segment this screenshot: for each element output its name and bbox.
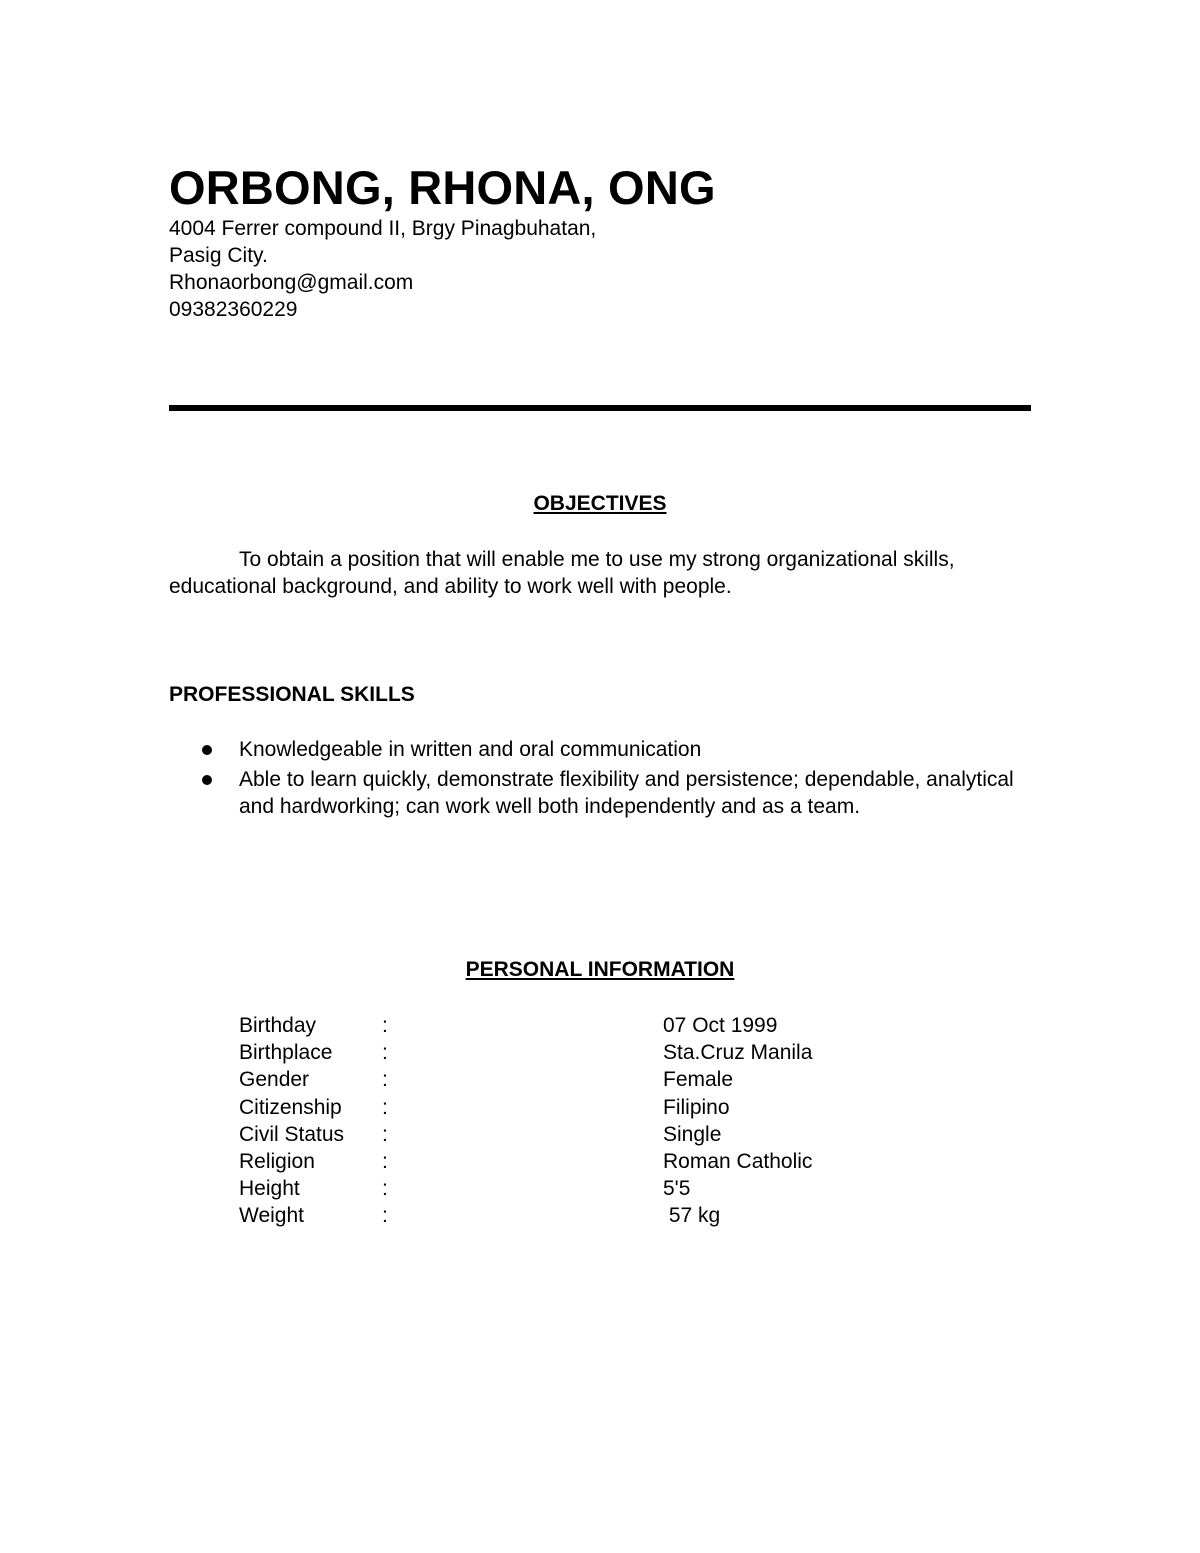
table-row	[239, 1148, 939, 1175]
info-label: Birthday	[239, 1014, 317, 1037]
info-value: 5'5	[663, 1177, 691, 1201]
info-label: Civil Status	[239, 1122, 345, 1146]
address-line-2: Pasig City.	[169, 244, 268, 267]
table-row	[239, 1012, 939, 1039]
table-row	[239, 1175, 939, 1202]
info-colon: :	[382, 1149, 388, 1173]
info-label: Weight	[239, 1204, 304, 1228]
info-label: Citizenship	[239, 1095, 342, 1119]
list-item	[239, 736, 1019, 763]
personal-info-heading: PERSONAL INFORMATION	[465, 958, 735, 981]
email-address: Rhonaorbong@gmail.com	[169, 271, 414, 294]
table-row	[239, 1094, 939, 1121]
personal-info-table	[239, 1012, 939, 1230]
applicant-name: ORBONG, RHONA, ONG	[169, 161, 716, 214]
bullet-icon	[202, 745, 212, 755]
skill-text: Able to learn quickly, demonstrate flexibility and persistence; dependable, analytical and hardworking; can work well both independently and as a team.	[239, 768, 1014, 818]
info-label: Height	[239, 1177, 300, 1201]
info-value: Female	[663, 1068, 734, 1092]
info-value: Sta.Cruz Manila	[663, 1041, 813, 1065]
table-row	[239, 1121, 939, 1148]
info-colon: :	[382, 1177, 388, 1201]
info-label: Gender	[239, 1068, 310, 1092]
objectives-heading: OBJECTIVES	[533, 492, 667, 515]
info-value: Filipino	[663, 1095, 730, 1119]
skills-list	[239, 736, 1019, 823]
info-colon: :	[382, 1014, 388, 1037]
contact-block	[169, 215, 596, 323]
table-row	[239, 1039, 939, 1066]
info-colon: :	[382, 1122, 388, 1146]
header-divider	[169, 405, 1031, 411]
objective-text: To obtain a position that will enable me to use my strong organizational skills, educational background, and ability to work well with people.	[169, 548, 955, 598]
list-item	[239, 766, 1019, 820]
info-value: Roman Catholic	[663, 1149, 813, 1173]
address-line-1: 4004 Ferrer compound II, Brgy Pinagbuhatan,	[169, 217, 597, 240]
info-label: Religion	[239, 1149, 315, 1173]
info-label: Birthplace	[239, 1041, 333, 1065]
info-value: 07 Oct 1999	[663, 1014, 778, 1037]
info-value: Single	[663, 1122, 722, 1146]
skills-heading: PROFESSIONAL SKILLS	[169, 683, 415, 706]
info-colon: :	[382, 1068, 388, 1092]
phone-number: 09382360229	[169, 298, 298, 321]
table-row	[239, 1066, 939, 1093]
info-colon: :	[382, 1095, 388, 1119]
info-value: 57 kg	[663, 1204, 721, 1228]
bullet-icon	[202, 775, 212, 785]
info-colon: :	[382, 1041, 388, 1065]
info-colon: :	[382, 1204, 388, 1228]
skill-text: Knowledgeable in written and oral communication	[239, 738, 702, 761]
table-row	[239, 1202, 939, 1229]
